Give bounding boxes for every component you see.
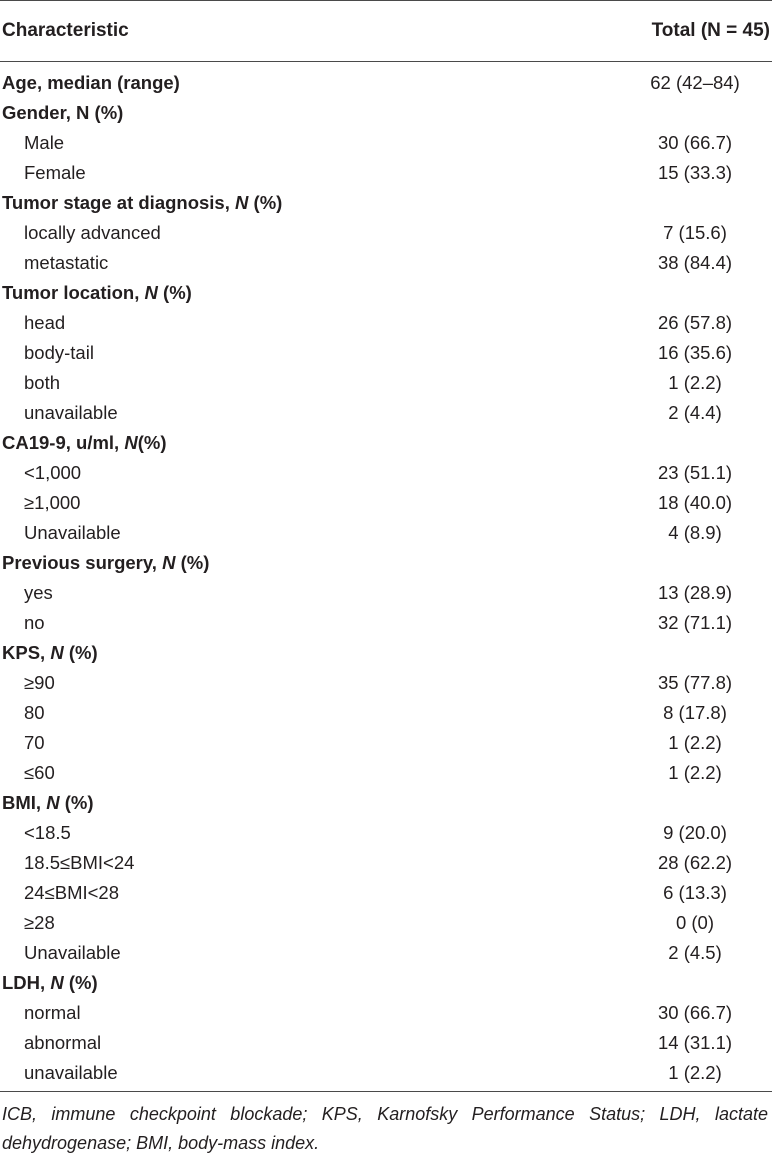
- row-value: 4 (8.9): [668, 522, 722, 543]
- table-header-rule: [0, 61, 772, 62]
- row-label: Gender, N (%): [2, 102, 124, 123]
- row-value: 2 (4.4): [668, 402, 722, 423]
- row-label: no: [24, 612, 45, 633]
- table-row: [0, 998, 772, 1028]
- table-row: [0, 68, 772, 98]
- row-value: 32 (71.1): [657, 612, 733, 633]
- table-row: [0, 938, 772, 968]
- row-value: 6 (13.3): [663, 882, 727, 903]
- table-row: [0, 728, 772, 758]
- row-label: normal: [24, 1002, 81, 1023]
- table-row: [0, 308, 772, 338]
- row-label: ≥28: [24, 912, 55, 933]
- row-value: 7 (15.6): [663, 222, 727, 243]
- table-row: [0, 578, 772, 608]
- table-bottom-rule: [0, 1091, 772, 1092]
- row-label: body-tail: [24, 342, 94, 363]
- table-row: [0, 758, 772, 788]
- table-row: [0, 668, 772, 698]
- row-value: 1 (2.2): [668, 762, 722, 783]
- footnote-line-1: ICB, immune checkpoint blockade; KPS, Karnofsky Performance Status; LDH, lactate: [2, 1104, 768, 1124]
- row-value: 30 (66.7): [657, 1002, 733, 1023]
- row-value: 1 (2.2): [668, 732, 722, 753]
- table-row: [0, 848, 772, 878]
- table-row: [0, 428, 772, 458]
- row-value: 16 (35.6): [657, 342, 733, 363]
- table-row: [0, 218, 772, 248]
- table-header-row: [0, 0, 772, 61]
- table-row: [0, 1028, 772, 1058]
- row-label: ≥90: [24, 672, 55, 693]
- row-value: 1 (2.2): [668, 1062, 722, 1083]
- table-row: [0, 128, 772, 158]
- row-label: <18.5: [24, 822, 71, 843]
- row-value: 18 (40.0): [657, 492, 733, 513]
- row-label: locally advanced: [24, 222, 161, 243]
- table-row: [0, 818, 772, 848]
- table-footnote: [2, 1100, 768, 1158]
- row-label: <1,000: [24, 462, 82, 483]
- row-value: 9 (20.0): [663, 822, 727, 843]
- table-row: [0, 608, 772, 638]
- row-value: 26 (57.8): [657, 312, 733, 333]
- row-label: 24≤BMI<28: [24, 882, 120, 903]
- row-label: KPS, N (%): [2, 642, 98, 663]
- row-label: Female: [24, 162, 86, 183]
- row-label: yes: [24, 582, 53, 603]
- table-row: [0, 278, 772, 308]
- row-label: Male: [24, 132, 65, 153]
- table-row: [0, 968, 772, 998]
- row-value: 13 (28.9): [657, 582, 733, 603]
- table-row: [0, 248, 772, 278]
- header-total: Total (N = 45): [651, 19, 770, 41]
- row-label: Unavailable: [24, 522, 121, 543]
- row-value: 1 (2.2): [668, 372, 722, 393]
- table-row: [0, 878, 772, 908]
- table-row: [0, 638, 772, 668]
- table-row: [0, 98, 772, 128]
- row-label: both: [24, 372, 61, 393]
- row-label: 18.5≤BMI<24: [24, 852, 135, 873]
- row-value: 30 (66.7): [657, 132, 733, 153]
- row-value: 2 (4.5): [668, 942, 722, 963]
- row-value: 23 (51.1): [657, 462, 733, 483]
- row-label: Unavailable: [24, 942, 121, 963]
- row-label: Tumor location, N (%): [2, 282, 192, 303]
- table-row: [0, 158, 772, 188]
- table-row: [0, 908, 772, 938]
- row-value: 62 (42–84): [650, 72, 740, 93]
- row-value: 28 (62.2): [657, 852, 733, 873]
- table-row: [0, 1058, 772, 1088]
- row-label: metastatic: [24, 252, 109, 273]
- row-label: 80: [24, 702, 45, 723]
- row-label: Tumor stage at diagnosis, N (%): [2, 192, 283, 213]
- row-label: abnormal: [24, 1032, 102, 1053]
- row-label: ≥1,000: [24, 492, 81, 513]
- row-label: Age, median (range): [2, 72, 180, 93]
- row-label: LDH, N (%): [2, 972, 98, 993]
- footnote-line-2: dehydrogenase; BMI, body-mass index.: [2, 1133, 320, 1153]
- table-row: [0, 488, 772, 518]
- row-label: Previous surgery, N (%): [2, 552, 210, 573]
- table-row: [0, 368, 772, 398]
- table-row: [0, 188, 772, 218]
- row-value: 14 (31.1): [657, 1032, 733, 1053]
- table-row: [0, 698, 772, 728]
- row-label: unavailable: [24, 402, 118, 423]
- header-characteristic: Characteristic: [2, 19, 129, 41]
- row-value: 38 (84.4): [657, 252, 733, 273]
- row-label: BMI, N (%): [2, 792, 94, 813]
- row-label: ≤60: [24, 762, 55, 783]
- table-row: [0, 788, 772, 818]
- row-label: 70: [24, 732, 45, 753]
- row-label: head: [24, 312, 66, 333]
- table-row: [0, 518, 772, 548]
- table-row: [0, 458, 772, 488]
- row-value: 15 (33.3): [657, 162, 733, 183]
- table-row: [0, 548, 772, 578]
- row-value: 0 (0): [675, 912, 715, 933]
- row-label: CA19-9, u/ml, N(%): [2, 432, 167, 453]
- row-value: 8 (17.8): [663, 702, 727, 723]
- row-value: 35 (77.8): [657, 672, 733, 693]
- table-row: [0, 398, 772, 428]
- table-row: [0, 338, 772, 368]
- row-label: unavailable: [24, 1062, 118, 1083]
- table-body: [0, 68, 772, 1088]
